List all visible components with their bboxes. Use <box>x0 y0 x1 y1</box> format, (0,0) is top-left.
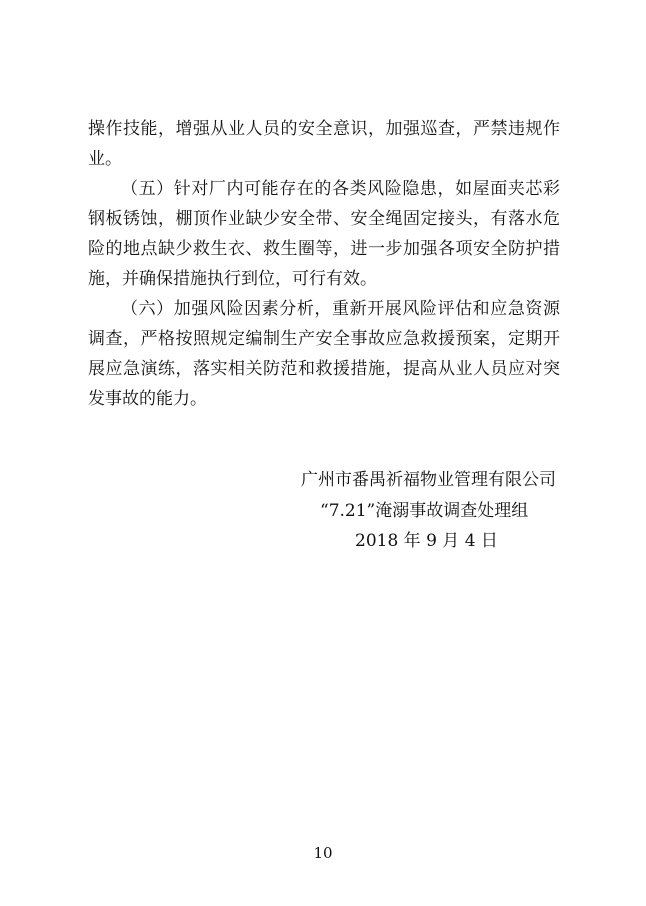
signature-date: 2018 年 9 月 4 日 <box>355 531 498 551</box>
page-number: 10 <box>313 844 333 862</box>
paragraph-line: 施，并确保措施执行到位，可行有效。 <box>88 269 377 289</box>
paragraph-line: 业。 <box>88 149 122 169</box>
paragraph-line: 调查，严格按照规定编制生产安全事故应急救援预案，定期开 <box>88 329 560 349</box>
paragraph-line: 险的地点缺少救生衣、救生圈等，进一步加强各项安全防护措 <box>88 239 560 259</box>
paragraph-line: 操作技能，增强从业人员的安全意识，加强巡查，严禁违规作 <box>88 119 560 139</box>
paragraph-line: 展应急演练，落实相关防范和救援措施，提高从业人员应对突 <box>88 359 560 379</box>
paragraph-line: 钢板锈蚀，棚顶作业缺少安全带、安全绳固定接头，有落水危 <box>88 209 560 229</box>
signature-investigation-group: “7.21”淹溺事故调查处理组 <box>320 501 529 521</box>
signature-organization: 广州市番禺祈福物业管理有限公司 <box>301 470 556 490</box>
paragraph-line: 发事故的能力。 <box>88 389 207 409</box>
paragraph-line: （六）加强风险因素分析，重新开展风险评估和应急资源 <box>121 299 560 319</box>
paragraph-line: （五）针对厂内可能存在的各类风险隐患，如屋面夹芯彩 <box>121 179 560 199</box>
